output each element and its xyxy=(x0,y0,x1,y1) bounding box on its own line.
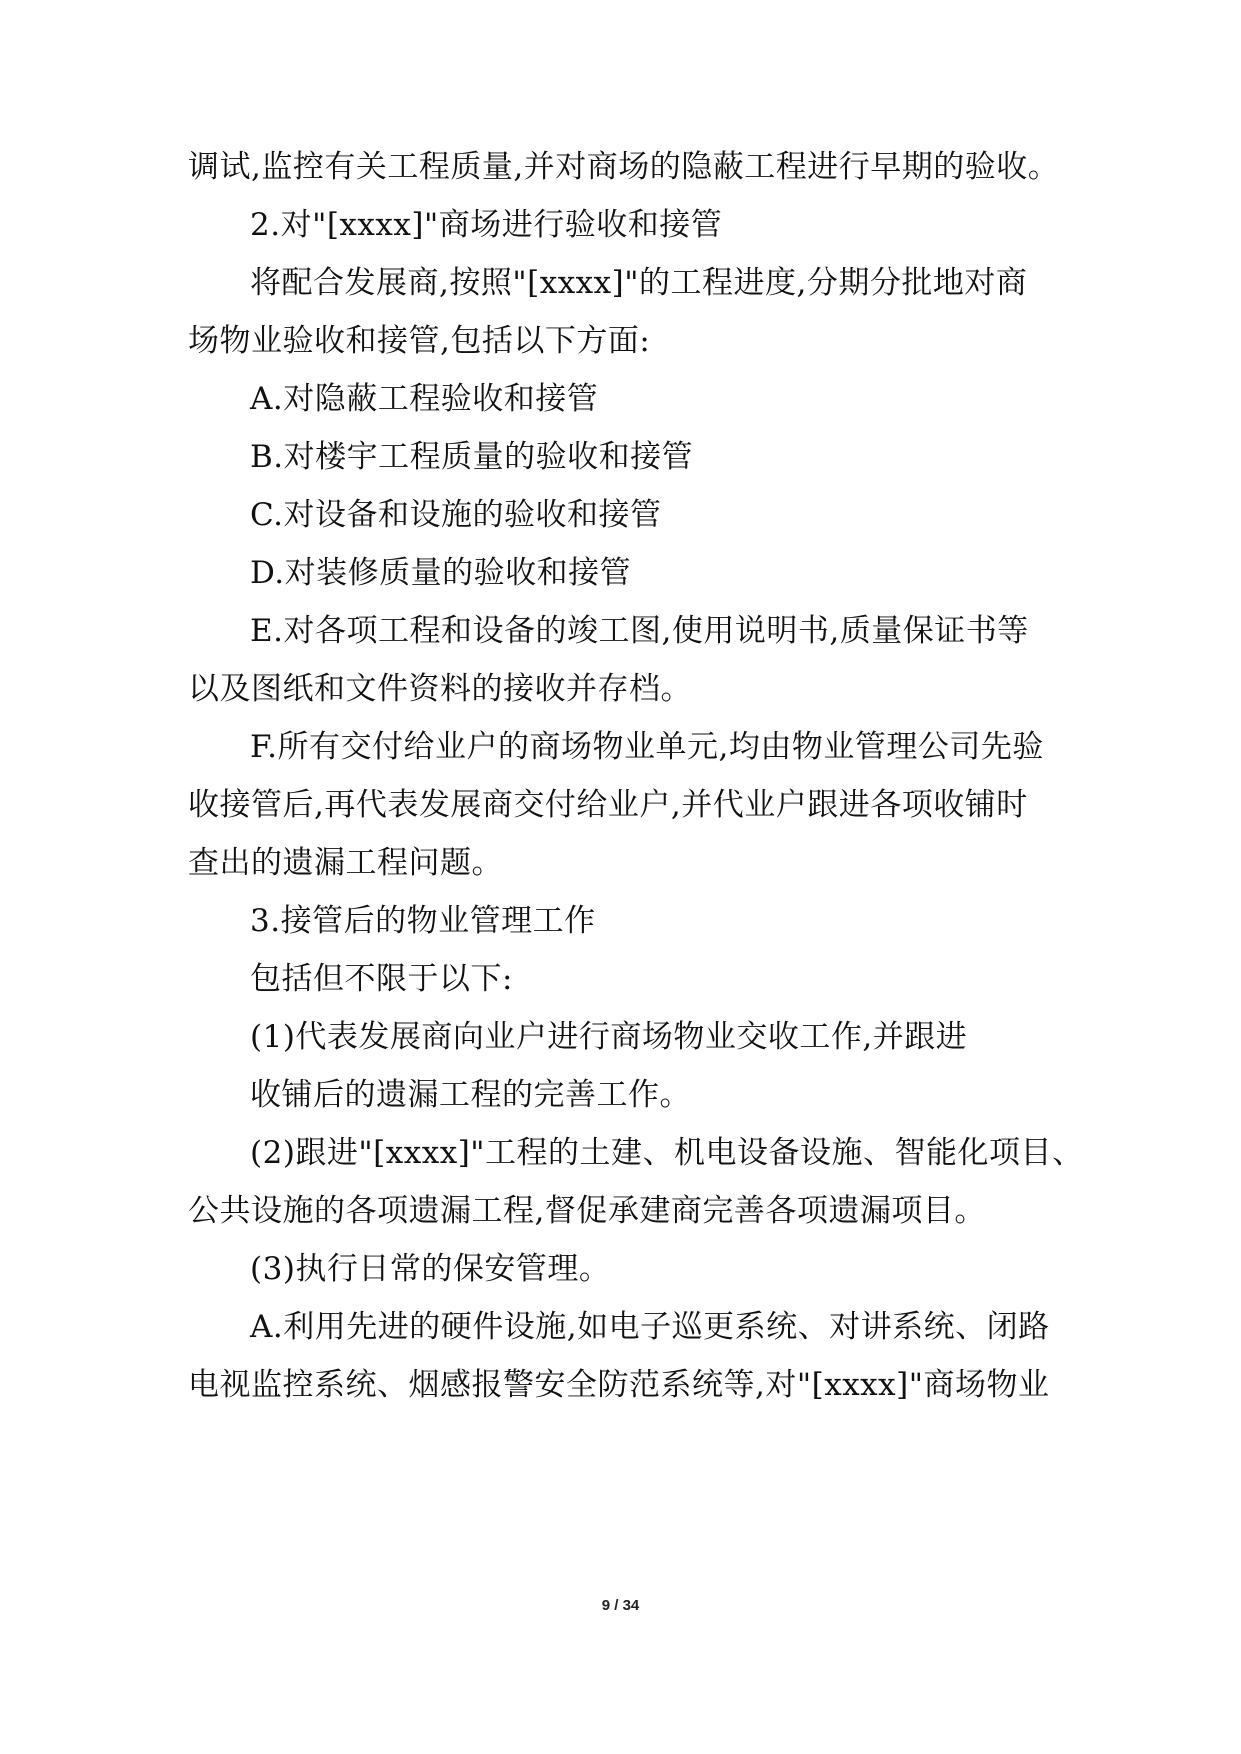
list-item-a: A.对隐蔽工程验收和接管 xyxy=(250,381,599,417)
list-item-e: E.对各项工程和设备的竣工图,使用说明书,质量保证书等 xyxy=(250,613,1029,649)
text-line-4: 场物业验收和接管,包括以下方面: xyxy=(188,323,651,359)
list-item-2-continued: 公共设施的各项遗漏工程,督促承建商完善各项遗漏项目。 xyxy=(188,1193,986,1229)
list-item-3: (3)执行日常的保安管理。 xyxy=(250,1251,611,1287)
list-item-f-continued-1: 收接管后,再代表发展商交付给业户,并代业户跟进各项收铺时 xyxy=(188,787,1028,823)
sub-item-a: A.利用先进的硬件设施,如电子巡更系统、对讲系统、闭路 xyxy=(250,1309,1050,1345)
text-line-intro: 包括但不限于以下: xyxy=(250,961,513,997)
list-item-1-continued: 收铺后的遗漏工程的完善工作。 xyxy=(250,1077,691,1113)
section-heading-2: 2.对"[xxxx]"商场进行验收和接管 xyxy=(250,207,723,243)
list-item-f: F.所有交付给业户的商场物业单元,均由物业管理公司先验 xyxy=(250,729,1044,765)
list-item-f-continued-2: 查出的遗漏工程问题。 xyxy=(188,845,503,881)
sub-item-a-continued: 电视监控系统、烟感报警安全防范系统等,对"[xxxx]"商场物业 xyxy=(188,1367,1050,1403)
page-number: 9 / 34 xyxy=(601,1597,640,1614)
text-line-1: 调试,监控有关工程质量,并对商场的隐蔽工程进行早期的验收。 xyxy=(188,149,1060,185)
list-item-1: (1)代表发展商向业户进行商场物业交收工作,并跟进 xyxy=(250,1019,968,1055)
section-heading-3: 3.接管后的物业管理工作 xyxy=(250,903,596,939)
list-item-b: B.对楼宇工程质量的验收和接管 xyxy=(250,439,694,475)
list-item-d: D.对装修质量的验收和接管 xyxy=(250,555,632,591)
list-item-2: (2)跟进"[xxxx]"工程的土建、机电设备设施、智能化项目、 xyxy=(250,1135,1084,1171)
text-line-3: 将配合发展商,按照"[xxxx]"的工程进度,分期分批地对商 xyxy=(250,265,1028,301)
list-item-c: C.对设备和设施的验收和接管 xyxy=(250,497,662,533)
list-item-e-continued: 以及图纸和文件资料的接收并存档。 xyxy=(188,671,692,707)
